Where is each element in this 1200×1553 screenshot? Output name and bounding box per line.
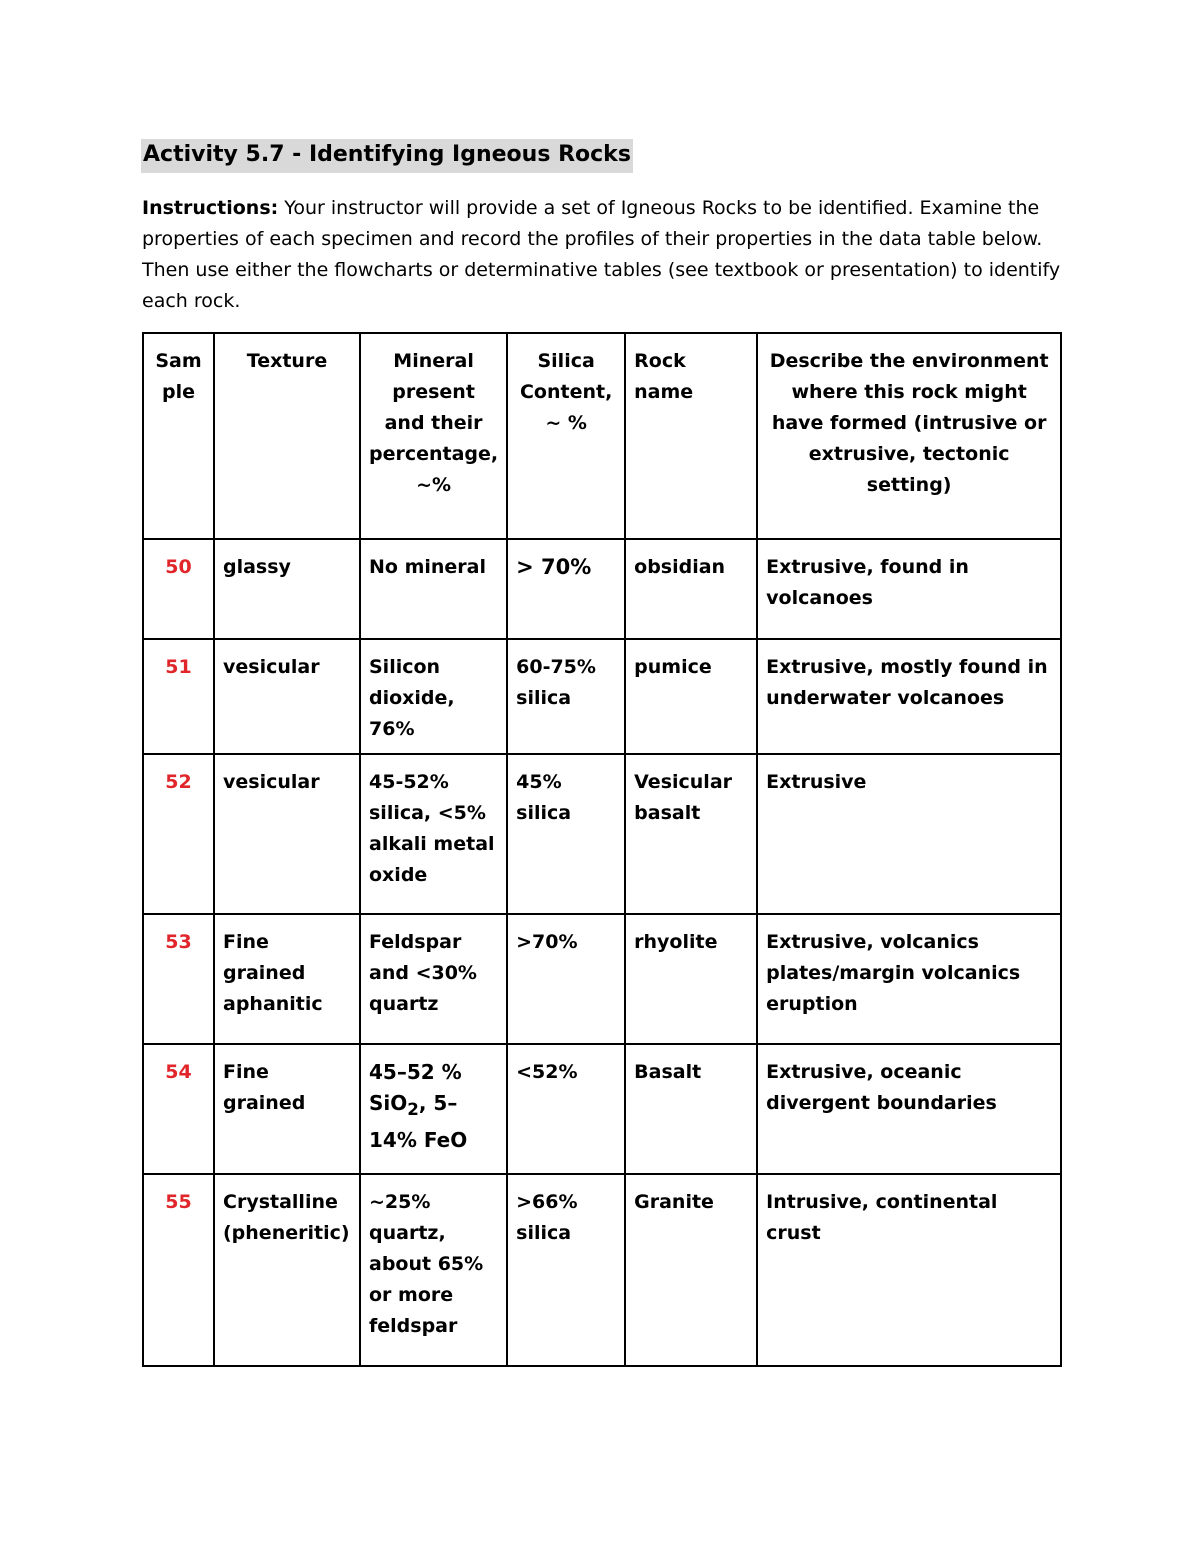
mineral-cell: ~25% quartz, about 65% or more feldspar xyxy=(360,1174,507,1366)
table-row xyxy=(143,754,1061,914)
texture-cell: Fine grained xyxy=(214,1044,360,1174)
rock-identification-table xyxy=(142,332,1062,1367)
environment-cell: Extrusive xyxy=(757,754,1061,914)
silica-cell: >70% xyxy=(507,914,625,1044)
header-rock-name: Rock name xyxy=(625,333,757,539)
environment-cell: Intrusive, continental crust xyxy=(757,1174,1061,1366)
header-mineral: Mineral present and their percentage, ~% xyxy=(360,333,507,539)
table-row xyxy=(143,639,1061,754)
texture-cell: vesicular xyxy=(214,639,360,754)
rock-name-cell: rhyolite xyxy=(625,914,757,1044)
silica-cell: 45% silica xyxy=(507,754,625,914)
environment-cell: Extrusive, volcanics plates/margin volcanics eruption xyxy=(757,914,1061,1044)
environment-cell: Extrusive, oceanic divergent boundaries xyxy=(757,1044,1061,1174)
header-environment: Describe the environment where this rock might have formed (intrusive or extrusive, tectonic setting) xyxy=(757,333,1061,539)
table-header-row xyxy=(143,333,1061,539)
mineral-cell: No mineral xyxy=(360,539,507,639)
rock-name-cell: Vesicular basalt xyxy=(625,754,757,914)
mineral-formula-subscript: 2 xyxy=(407,1100,419,1119)
table-row xyxy=(143,1174,1061,1366)
texture-cell: Crystalline (pheneritic) xyxy=(214,1174,360,1366)
texture-cell: glassy xyxy=(214,539,360,639)
silica-cell: >66% silica xyxy=(507,1174,625,1366)
rock-name-cell: Basalt xyxy=(625,1044,757,1174)
header-texture: Texture xyxy=(214,333,360,539)
texture-cell: vesicular xyxy=(214,754,360,914)
rock-name-cell: obsidian xyxy=(625,539,757,639)
sample-cell: 51 xyxy=(143,639,214,754)
instructions-paragraph xyxy=(142,193,1077,317)
table-row xyxy=(143,914,1061,1044)
mineral-cell xyxy=(360,1044,507,1174)
table-row xyxy=(143,1044,1061,1174)
environment-cell: Extrusive, mostly found in underwater volcanoes xyxy=(757,639,1061,754)
instructions-text: Your instructor will provide a set of Igneous Rocks to be identified. Examine the properties of each specimen and record the profiles of their properties in the data table below. Then use either the flowcharts or determinative tables (see textbook or presentation) to identify each rock. xyxy=(142,197,1061,312)
rock-name-cell: pumice xyxy=(625,639,757,754)
page-title: Activity 5.7 - Identifying Igneous Rocks xyxy=(141,139,633,173)
silica-cell: > 70% xyxy=(507,539,625,639)
silica-cell: <52% xyxy=(507,1044,625,1174)
texture-cell: Fine grained aphanitic xyxy=(214,914,360,1044)
sample-cell: 55 xyxy=(143,1174,214,1366)
header-silica: Silica Content, ~ % xyxy=(507,333,625,539)
sample-cell: 50 xyxy=(143,539,214,639)
mineral-cell: Feldspar and <30% quartz xyxy=(360,914,507,1044)
mineral-cell: 45-52% silica, <5% alkali metal oxide xyxy=(360,754,507,914)
rock-name-cell: Granite xyxy=(625,1174,757,1366)
header-sample: Sam ple xyxy=(143,333,214,539)
mineral-formula-part1: 45–52 % SiO xyxy=(369,1060,462,1115)
instructions-label: Instructions: xyxy=(142,197,279,219)
mineral-formula-part2: , 5–14% FeO xyxy=(369,1091,468,1152)
table-row xyxy=(143,539,1061,639)
mineral-cell: Silicon dioxide, 76% xyxy=(360,639,507,754)
silica-cell: 60-75% silica xyxy=(507,639,625,754)
sample-cell: 54 xyxy=(143,1044,214,1174)
environment-cell: Extrusive, found in volcanoes xyxy=(757,539,1061,639)
sample-cell: 53 xyxy=(143,914,214,1044)
sample-cell: 52 xyxy=(143,754,214,914)
